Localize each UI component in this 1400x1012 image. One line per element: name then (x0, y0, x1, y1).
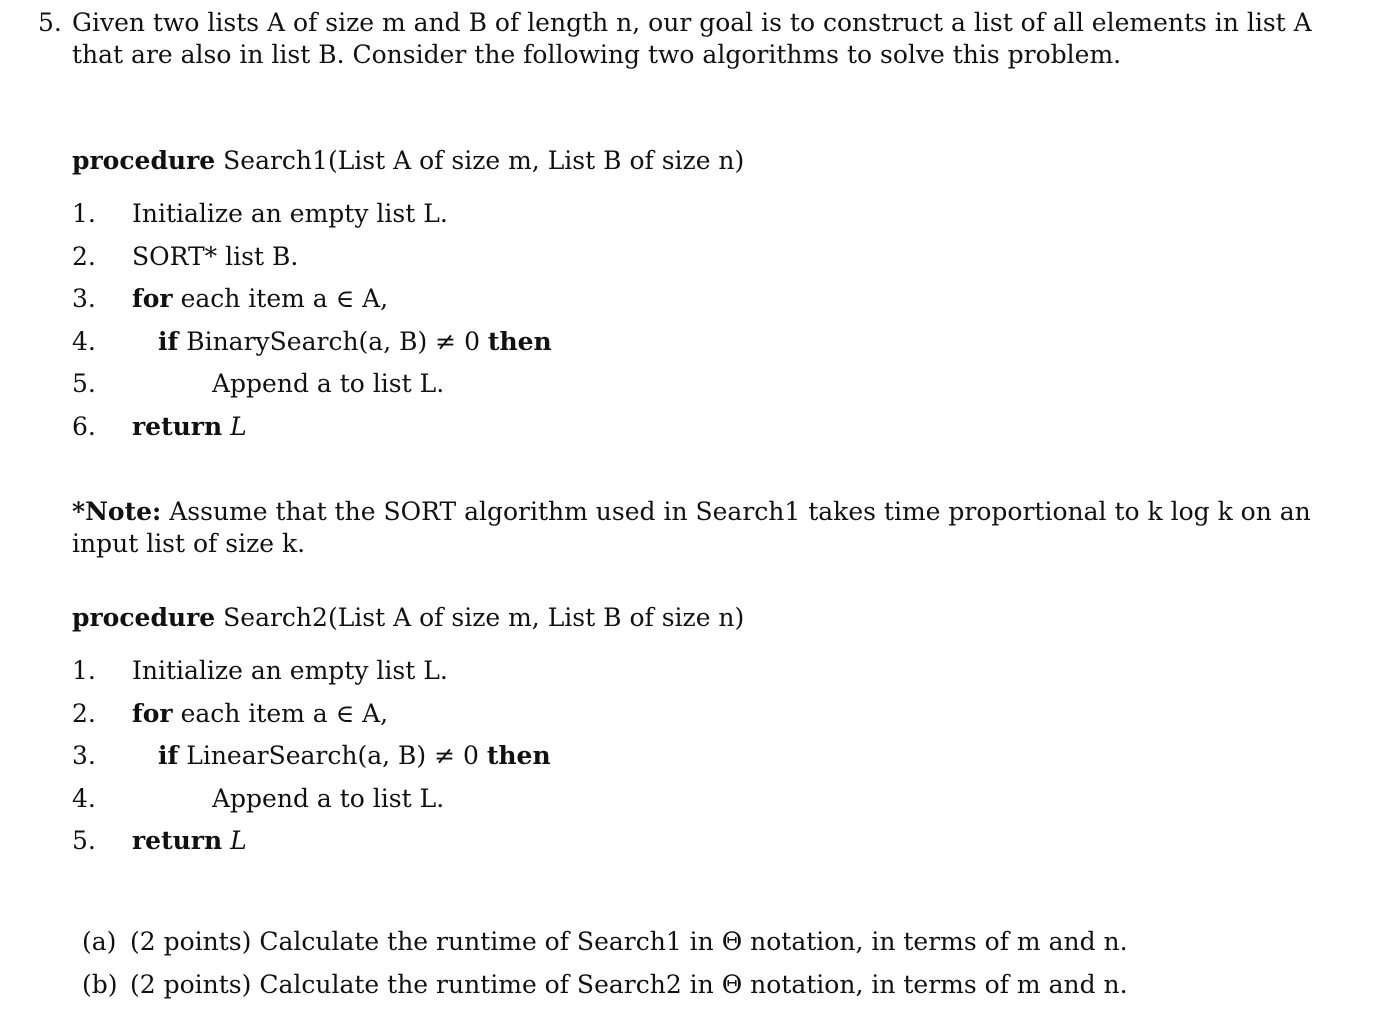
step-number: 4. (72, 784, 96, 813)
problem-text-line-2: that are also in list B. Consider the following two algorithms to solve this problem. (72, 40, 1122, 69)
for-keyword: for (132, 284, 173, 313)
return-keyword: return (132, 826, 223, 855)
if-keyword: if (158, 741, 179, 770)
step-number: 3. (72, 741, 96, 770)
step-number: 5. (72, 826, 96, 855)
search1-signature: Search1(List A of size m, List B of size n) (223, 146, 745, 175)
search2-signature: Search2(List A of size m, List B of size n) (223, 603, 745, 632)
step-number: 4. (72, 327, 96, 356)
note-label: *Note: (72, 497, 162, 526)
question-text: (2 points) Calculate the runtime of Search2 in Θ notation, in terms of m and n. (130, 970, 1128, 999)
search1-step-4: if BinarySearch(a, B) ≠ 0 then (158, 327, 552, 356)
then-keyword: then (486, 741, 551, 770)
question-b (82, 969, 1128, 1001)
step-number: 2. (72, 242, 96, 271)
search2-header (72, 602, 744, 634)
search1-step-5: Append a to list L. (212, 369, 445, 398)
question-a (82, 926, 1128, 958)
then-keyword: then (487, 327, 552, 356)
for-keyword: for (132, 699, 173, 728)
search1-step-6: return L (132, 412, 247, 441)
step-number: 1. (72, 199, 96, 228)
sort-note (72, 496, 1311, 560)
search1-step-1: Initialize an empty list L. (132, 199, 448, 228)
question-label: (a) (82, 927, 117, 956)
note-text-line-2: input list of size k. (72, 529, 306, 558)
step-number: 6. (72, 412, 96, 441)
step-number: 5. (72, 369, 96, 398)
search2-step-1: Initialize an empty list L. (132, 656, 448, 685)
search2-step-2: for each item a ∈ A, (132, 699, 389, 728)
note-text-line-1: Assume that the SORT algorithm used in Search1 takes time proportional to k log k on an (169, 497, 1311, 526)
search2-step-5: return L (132, 826, 247, 855)
search1-step-2: SORT* list B. (132, 242, 299, 271)
problem-number: 5. (38, 8, 62, 37)
search2-step-3: if LinearSearch(a, B) ≠ 0 then (158, 741, 551, 770)
procedure-keyword: procedure (72, 146, 216, 175)
question-text: (2 points) Calculate the runtime of Search1 in Θ notation, in terms of m and n. (130, 927, 1128, 956)
if-keyword: if (158, 327, 179, 356)
question-label: (b) (82, 970, 118, 999)
search2-step-4: Append a to list L. (212, 784, 445, 813)
search1-step-3: for each item a ∈ A, (132, 284, 389, 313)
step-number: 1. (72, 656, 96, 685)
search1-header (72, 145, 744, 177)
return-keyword: return (132, 412, 223, 441)
procedure-keyword: procedure (72, 603, 216, 632)
problem-text-line-1: Given two lists A of size m and B of length n, our goal is to construct a list of all elements in list A (72, 8, 1312, 37)
step-number: 3. (72, 284, 96, 313)
step-number: 2. (72, 699, 96, 728)
